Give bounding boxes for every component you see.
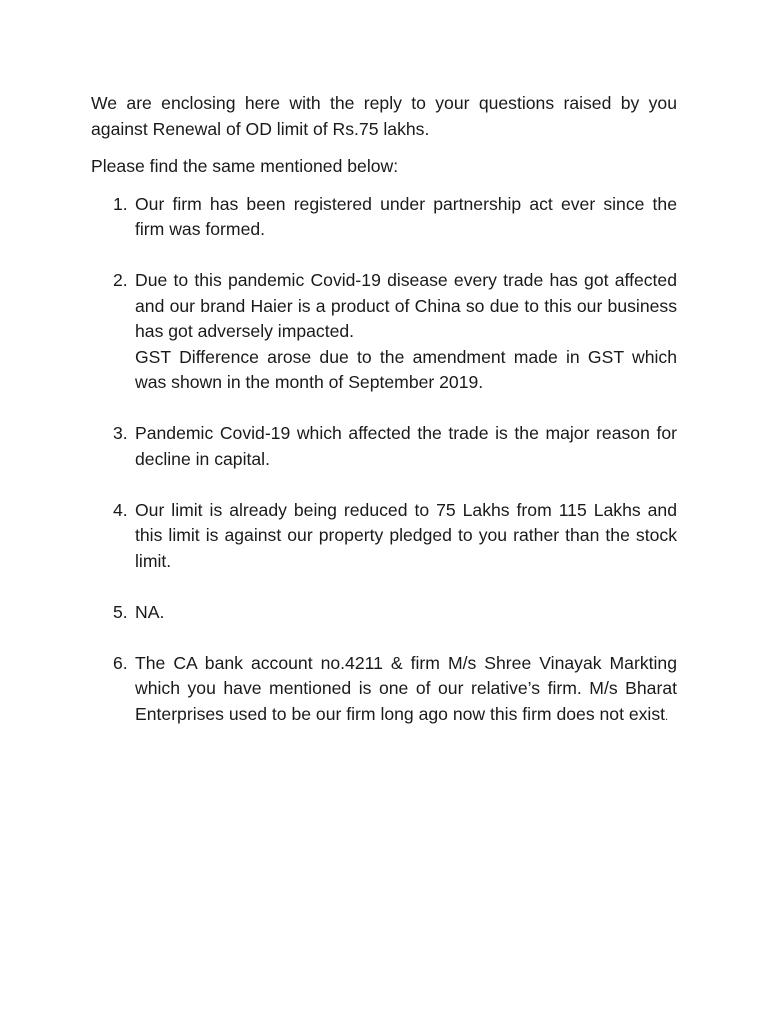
list-item-text: Pandemic Covid-19 which affected the trade is the major reason for decline in capital. xyxy=(135,423,677,469)
list-item-number: 4. xyxy=(113,499,128,520)
list-item-text: NA. xyxy=(135,601,165,622)
list-item xyxy=(91,268,677,396)
list-item xyxy=(91,421,677,472)
list-item-number: 1. xyxy=(113,193,128,214)
intro-paragraph: We are enclosing here with the reply to your questions raised by you against Renewal of OD limit of Rs.75 lakhs. xyxy=(91,93,677,139)
list-item-number: 6. xyxy=(113,652,128,673)
list-item xyxy=(91,600,677,626)
list-item xyxy=(91,192,677,243)
list-item-text: Our firm has been registered under partnership act ever since the firm was formed. xyxy=(135,193,677,239)
list-item xyxy=(91,498,677,575)
answers-list xyxy=(91,192,677,731)
list-item-text: The CA bank account no.4211 & firm M/s Shree Vinayak Markting which you have mentioned is one of our relative’s firm. M/s Bharat Enterprises used to be our firm long ago now this firm does not exist xyxy=(135,652,677,724)
find-below-paragraph: Please find the same mentioned below: xyxy=(91,156,399,176)
list-item-text-continued: GST Difference arose due to the amendment made in GST which was shown in the month of September 2019. xyxy=(135,346,677,392)
list-item-text: Our limit is already being reduced to 75 Lakhs from 115 Lakhs and this limit is against our property pledged to you rather than the stock limit. xyxy=(135,499,677,571)
list-item-end-period: . xyxy=(665,710,669,723)
list-item-number: 3. xyxy=(113,423,128,443)
document-page xyxy=(91,91,677,756)
list-item-text: Due to this pandemic Covid-19 disease every trade has got affected and our brand Haier is a product of China so due to this our business has got adversely impacted. xyxy=(135,270,677,341)
list-item xyxy=(91,651,677,731)
list-item-number: 5. xyxy=(113,601,128,622)
list-item-number: 2. xyxy=(113,270,128,290)
